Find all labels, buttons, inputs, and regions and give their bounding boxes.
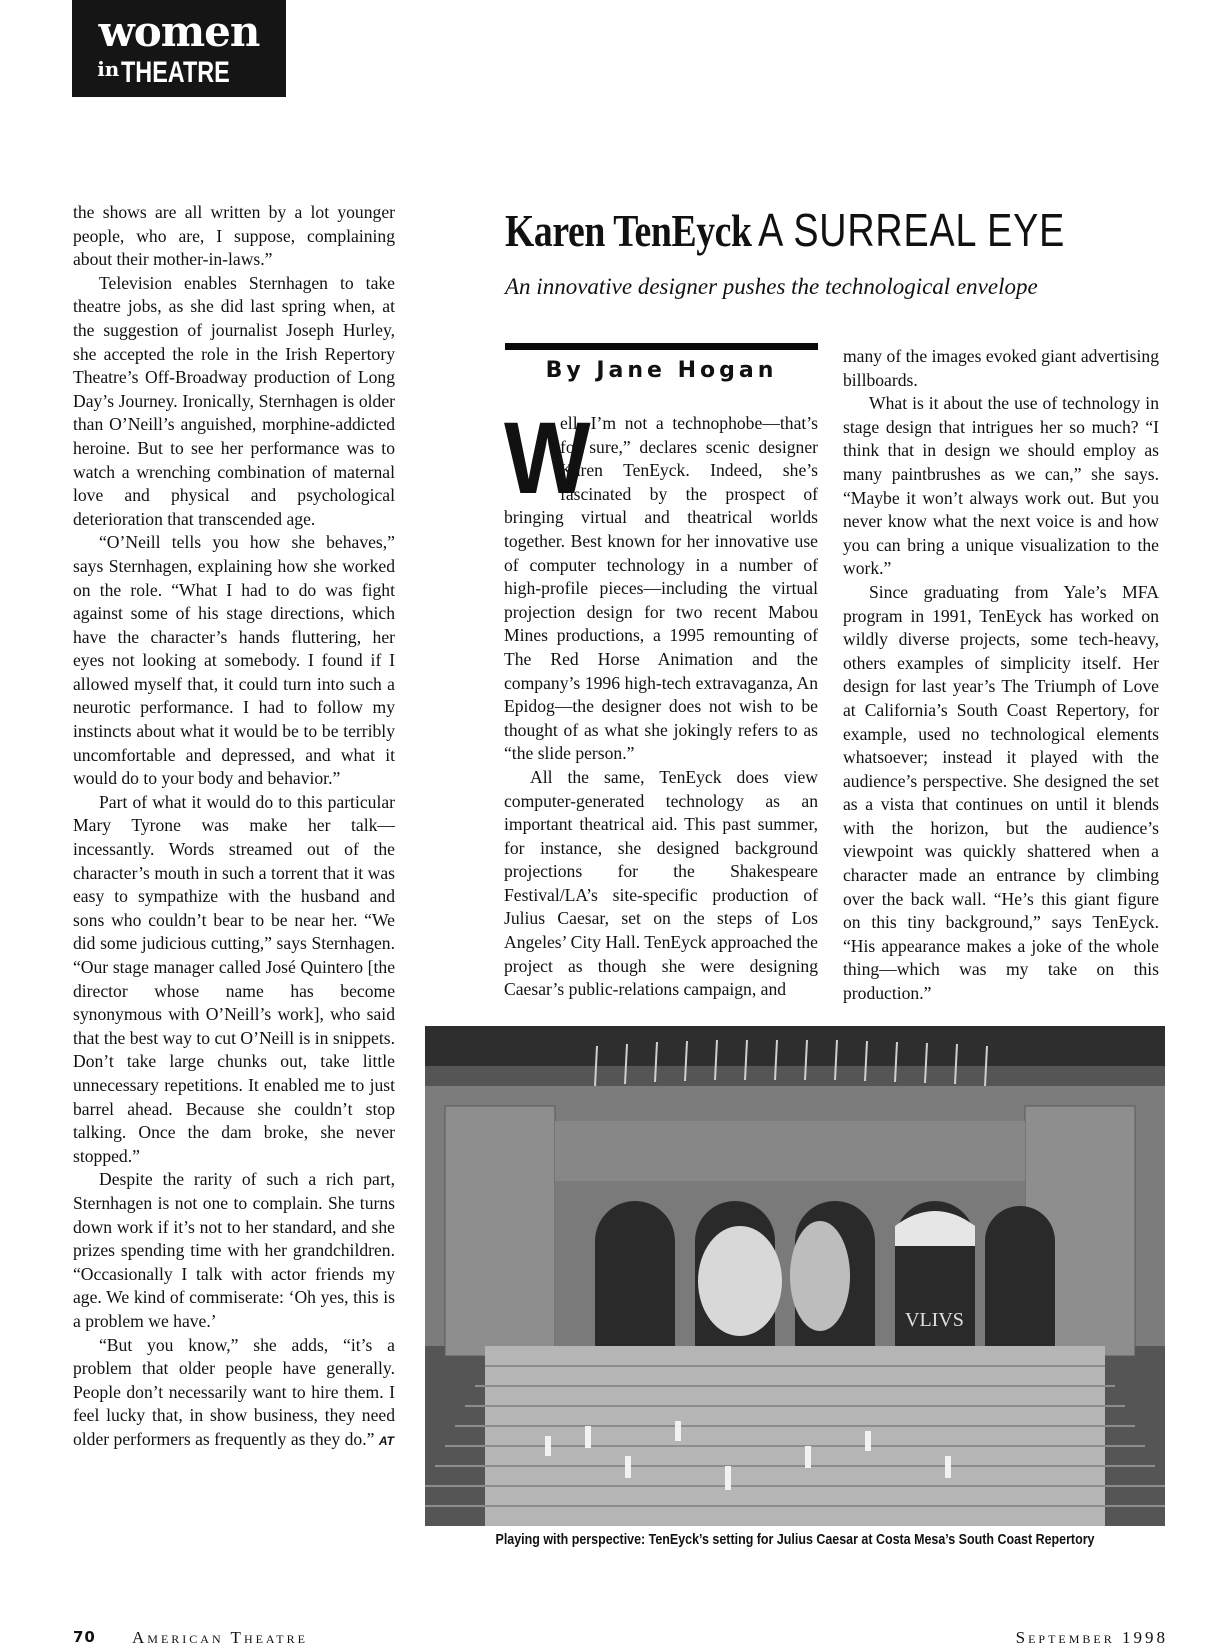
end-mark: AT	[378, 1433, 394, 1448]
drop-cap: W	[504, 401, 591, 515]
col3-paragraph: What is it about the use of technology in stage design that intrigues her so much? “I think that in design we should employ as many paintbrushes as we can,” she says. “Maybe it won’t always work out. But you never know what the next voice is and how you can bring a unique visualization to the work.”	[843, 393, 1159, 579]
photo-caption: Playing with perspective: TenEyck’s setting for Julius Caesar at Costa Mesa’s South Coast Repertory	[495, 1532, 1095, 1548]
badge-women: women	[98, 7, 260, 56]
page-number: 70	[73, 1628, 96, 1646]
section-badge	[72, 0, 286, 97]
badge-in: in	[97, 57, 120, 81]
col1-paragraph: Television enables Sternhagen to take theatre jobs, as she did last spring when, at the suggestion of journalist Joseph Hurley, she accepted the role in the Irish Repertory Theatre’s Off-Broadway production of Long Day’s Journey. Ironically, Sternhagen is older than O’Neill’s anguished, morphine-addicted heroine. But to see her performance was to watch a wrenching combination of maternal love and physical and psychological deterioration that transcended age.	[73, 272, 395, 529]
col1-paragraph: “O’Neill tells you how she behaves,” says Sternhagen, explaining how she worked on the role. “What I had to do was fight against some of his stage directions, which have the character’s hands fluttering, her eyes not looking at somebody. I found if I allowed myself that, it could turn into such a neurotic performance. I had to follow my instincts about what it would be to be terribly uncomfortable and depressed, and what it would do to your body and behavior.”	[73, 532, 395, 789]
col1-paragraph: Part of what it would do to this particular Mary Tyrone was make her talk—incessantly. Words streamed out of the character’s mouth in such a torrent that it was easy to sympathize with the husband and sons who couldn’t bear to be near her. “We did some judicious cutting,” says Sternhagen. “Our stage manager called José Quintero [the director whose name has become synonymous with O’Neill’s work], who said that the best way to cut O’Neill is in snippets. Don’t take large chunks out, take little unnecessary repetitions. It enabled me to just barrel ahead. Because she couldn’t stop talking. Once the dam broke, she never stopped.”	[73, 791, 395, 1166]
badge-theatre: THEATRE	[121, 56, 231, 89]
col2-paragraph: W ell, I’m not a technophobe—that’s for sure,” declares scenic designer Karen TenEyck. Indeed, she’s fascinated by the prospect of bringing virtual and theatrical worlds together. Best known for her innovative use of computer technology in a number of high-profile pieces—including the virtual projection design for two recent Mabou Mines productions, a 1995 remounting of The Red Horse Animation and the company’s 1996 high-tech extravaganza, An Epidog—the designer does not wish to be thought of as what she jokingly refers to as “the slide person.”	[504, 401, 818, 764]
col1-paragraph: “But you know,” she adds, “it’s a problem that older people have generally. People don’t necessarily want to hire them. I feel lucky that, in show business, they need older performers as frequently as they do.” AT	[73, 1334, 395, 1449]
magazine-name: American Theatre	[132, 1628, 308, 1647]
deck: An innovative designer pushes the technological envelope	[505, 274, 1038, 299]
stage-set-illustration	[425, 1026, 1165, 1526]
col1-paragraph: the shows are all written by a lot younger people, who are, I suppose, complaining about their mother-in-laws.”	[73, 202, 395, 270]
byline: By Jane Hogan	[545, 358, 778, 383]
col3-paragraph: many of the images evoked giant advertising billboards.	[843, 346, 1159, 390]
byline-rule	[505, 343, 818, 350]
col1-paragraph: Despite the rarity of such a rich part, Sternhagen is not one to complain. She turns down work if it’s not to her standard, and she prizes spending time with her grandchildren. “Occasionally I talk with actor friends my age. We kind of commiserate: ‘Oh yes, this is a problem we have.’	[73, 1169, 395, 1331]
col2-paragraph: All the same, TenEyck does view computer-generated technology as an important theatrical aid. This past summer, for instance, she designed background projections for the Shakespeare Festival/LA’s site-specific production of Julius Caesar, set on the steps of Los Angeles’ City Hall. TenEyck approached the project as though she were designing Caesar’s public-relations campaign, and	[504, 766, 818, 1000]
photo-inscription: VLIVS	[905, 1309, 964, 1331]
col3-paragraph: Since graduating from Yale’s MFA program in 1991, TenEyck has worked on wildly diverse projects, some tech-heavy, others examples of simplicity itself. Her design for last year’s The Triumph of Love at California’s South Coast Repertory, for example, used no technological elements whatsoever; instead it played with the audience’s perspective. She designed the set as a vista that continues on until it blends with the horizon, but the audience’s viewpoint was quickly shattered when a character made an entrance by climbing over the back wall. “He’s this giant figure on this tiny background,” says TenEyck. “His appearance makes a joke of the whole thing—which was my take on this production.”	[843, 581, 1159, 1004]
column-3	[843, 345, 1159, 1006]
headline-name: Karen TenEyck	[505, 205, 752, 256]
stage-set-photo	[425, 1026, 1165, 1526]
column-2	[504, 401, 818, 1002]
headline	[505, 203, 1066, 258]
headline-rest: A SURREAL EYE	[758, 204, 1066, 256]
issue-date: September 1998	[1015, 1628, 1168, 1647]
column-1	[73, 201, 395, 1453]
